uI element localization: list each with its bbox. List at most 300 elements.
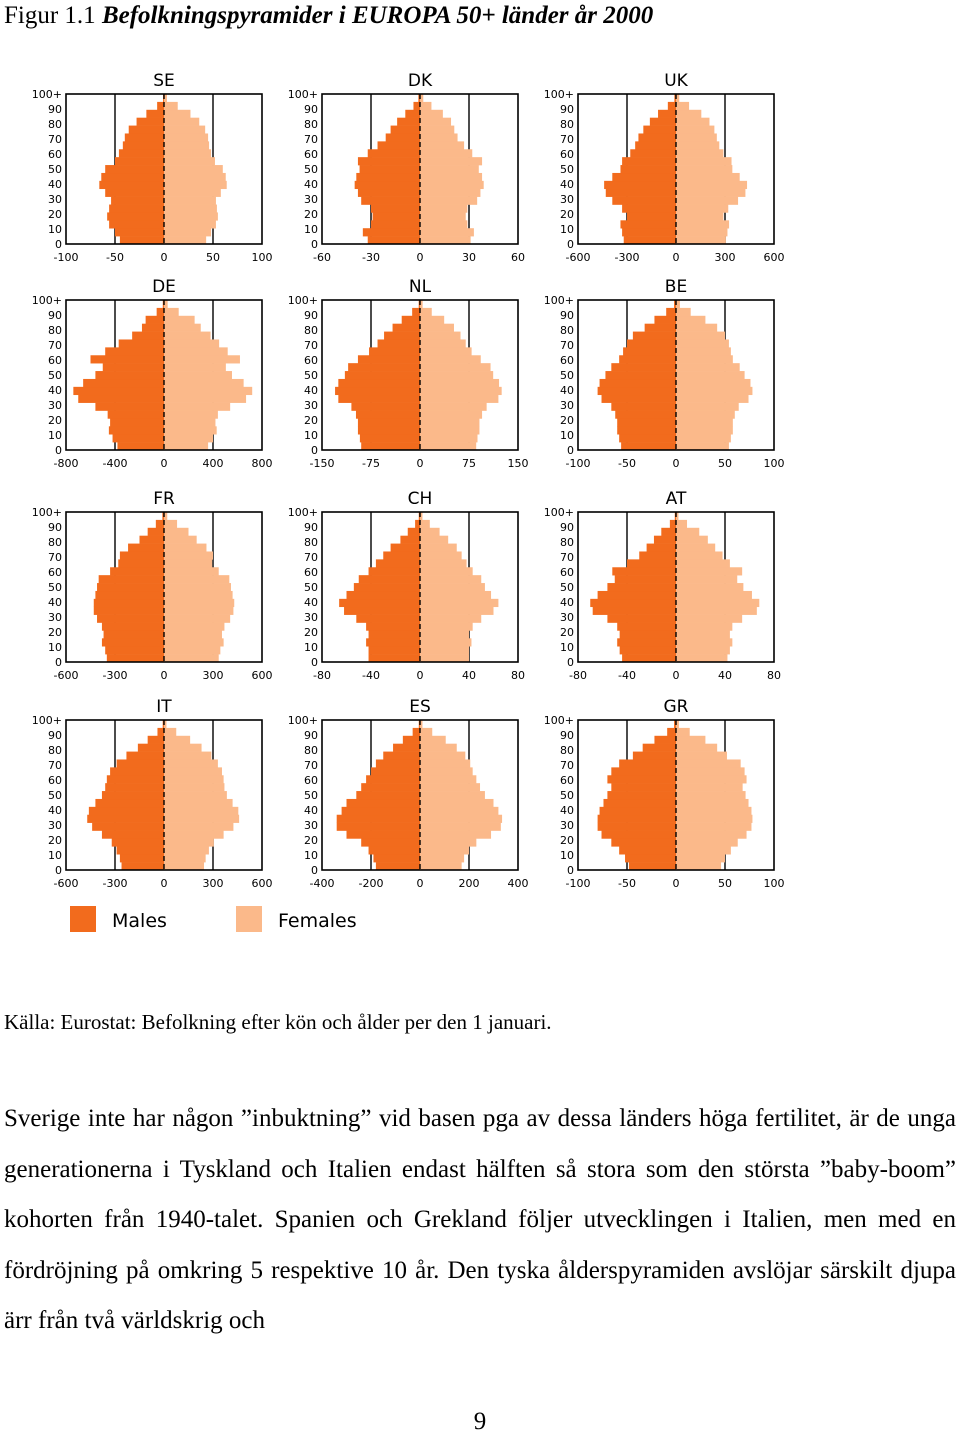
female-bar	[676, 567, 742, 575]
age-tick-label: 10	[560, 641, 574, 654]
female-bar	[676, 387, 752, 395]
age-tick-label: 30	[304, 819, 318, 832]
male-bars	[604, 94, 676, 244]
male-bar	[403, 736, 420, 744]
male-bar	[622, 157, 676, 165]
female-bar	[164, 646, 220, 654]
age-tick-label: 80	[304, 324, 318, 337]
age-tick-label: 0	[311, 656, 318, 669]
age-tick-label: 80	[48, 324, 62, 337]
female-bars	[420, 94, 484, 244]
female-bar	[164, 559, 212, 567]
x-tick-label: -400	[309, 877, 335, 890]
male-bar	[623, 347, 676, 355]
male-bar	[413, 728, 420, 736]
male-bars	[598, 720, 676, 870]
x-tick-label: 50	[718, 877, 732, 890]
female-bars	[676, 94, 747, 244]
female-bar	[420, 575, 481, 583]
female-bar	[676, 442, 729, 450]
age-tick-label: 40	[560, 178, 574, 191]
female-bar	[164, 379, 244, 387]
x-tick-label: -300	[102, 669, 128, 682]
pyramid-title: DE	[152, 277, 176, 297]
x-tick-labels	[54, 669, 273, 682]
female-bar	[676, 838, 738, 846]
female-bar	[164, 157, 215, 165]
age-tick-label: 20	[304, 414, 318, 427]
age-tick-label: 30	[48, 399, 62, 412]
female-bar	[420, 559, 467, 567]
female-bar	[164, 332, 211, 340]
pyramid-be	[544, 277, 785, 470]
female-bar	[676, 426, 733, 434]
male-bar	[107, 212, 164, 220]
male-bar	[622, 654, 676, 662]
female-bar	[164, 149, 211, 157]
male-bar	[658, 110, 676, 118]
female-bar	[164, 807, 238, 815]
age-tick-label: 10	[304, 223, 318, 236]
female-bar	[164, 654, 219, 662]
male-bar	[97, 615, 164, 623]
age-tick-label: 10	[560, 429, 574, 442]
female-bar	[420, 799, 494, 807]
female-bar	[420, 411, 482, 419]
male-bar	[117, 846, 164, 854]
male-bar	[633, 752, 676, 760]
male-bar	[360, 165, 420, 173]
age-tick-label: 40	[304, 596, 318, 609]
pyramid-title: SE	[153, 71, 175, 91]
male-bar	[369, 567, 420, 575]
age-tick-label: 20	[48, 208, 62, 221]
female-bar	[420, 308, 432, 316]
female-bar	[164, 520, 177, 528]
age-tick-label: 0	[55, 864, 62, 877]
female-bar	[164, 736, 190, 744]
male-bar	[607, 583, 676, 591]
age-tick-label: 60	[560, 354, 574, 367]
pyramid-title: DK	[407, 71, 433, 91]
pyramid-at	[544, 489, 781, 682]
female-bar	[420, 434, 477, 442]
female-bar	[676, 728, 690, 736]
female-bar	[420, 212, 466, 220]
age-tick-label: 30	[48, 193, 62, 206]
x-tick-label: 0	[416, 669, 424, 682]
x-tick-label: -100	[565, 877, 591, 890]
female-bar	[164, 411, 218, 419]
female-bar	[676, 575, 737, 583]
female-bar	[164, 567, 219, 575]
female-bar	[420, 220, 467, 228]
female-bar	[420, 371, 493, 379]
x-tick-labels	[313, 669, 525, 682]
male-bar	[368, 149, 420, 157]
female-bar	[164, 583, 231, 591]
page-number: 9	[473, 1408, 487, 1435]
female-bar	[164, 347, 228, 355]
female-bar	[164, 324, 201, 332]
female-bar	[420, 395, 498, 403]
male-bar	[622, 228, 676, 236]
female-bar	[164, 426, 217, 434]
female-bar	[420, 862, 462, 870]
age-tick-label: 0	[567, 444, 574, 457]
pyramid-it	[32, 697, 273, 890]
female-bar	[420, 752, 465, 760]
female-bar	[164, 371, 232, 379]
female-bar	[676, 846, 731, 854]
age-tick-labels	[288, 88, 318, 251]
x-tick-label: 100	[763, 457, 785, 470]
female-bar	[420, 141, 464, 149]
age-tick-label: 10	[48, 641, 62, 654]
male-bar	[112, 838, 164, 846]
x-tick-label: 80	[767, 669, 781, 682]
male-bar	[643, 126, 676, 134]
male-bar	[378, 141, 420, 149]
male-bar	[140, 536, 165, 544]
age-tick-label: 50	[304, 369, 318, 382]
male-bar	[356, 411, 420, 419]
female-bar	[676, 173, 740, 181]
female-bar	[164, 630, 222, 638]
female-bar	[676, 347, 731, 355]
x-tick-label: -100	[53, 251, 79, 264]
male-bar	[338, 395, 420, 403]
male-bar	[129, 126, 164, 134]
male-bar	[337, 815, 420, 823]
female-bar	[420, 418, 479, 426]
male-bar	[369, 846, 420, 854]
x-tick-label: -300	[102, 877, 128, 890]
x-tick-label: -800	[53, 457, 79, 470]
male-bar	[120, 551, 164, 559]
age-tick-label: 80	[48, 118, 62, 131]
male-bar	[92, 823, 164, 831]
male-bar	[668, 102, 676, 110]
female-bar	[676, 133, 717, 141]
x-tick-labels	[54, 457, 273, 470]
x-tick-labels	[54, 877, 273, 890]
male-bar	[630, 149, 676, 157]
age-tick-labels	[288, 714, 318, 877]
male-bar	[604, 181, 676, 189]
female-bar	[676, 395, 749, 403]
female-bar	[164, 799, 233, 807]
female-bar	[164, 236, 206, 244]
female-bar	[676, 528, 699, 536]
legend-label-males: Males	[112, 910, 167, 932]
male-bar	[391, 544, 420, 552]
age-tick-label: 90	[48, 729, 62, 742]
male-bar	[128, 544, 164, 552]
female-bar	[420, 355, 481, 363]
age-tick-label: 80	[560, 744, 574, 757]
male-bar	[393, 744, 420, 752]
age-tick-label: 10	[560, 223, 574, 236]
female-bar	[420, 236, 471, 244]
female-bar	[676, 118, 709, 126]
female-bar	[420, 646, 469, 654]
female-bar	[420, 838, 476, 846]
male-bar	[629, 862, 676, 870]
female-bar	[420, 728, 432, 736]
male-bar	[633, 332, 676, 340]
female-bar	[420, 189, 480, 197]
female-bar	[164, 744, 202, 752]
pyramid-se	[32, 71, 273, 264]
female-bar	[420, 744, 457, 752]
male-bar	[348, 363, 420, 371]
female-bar	[420, 165, 479, 173]
age-tick-label: 90	[48, 103, 62, 116]
female-bar	[420, 324, 454, 332]
male-bar	[102, 638, 164, 646]
male-bar	[358, 157, 420, 165]
pyramid-es	[288, 697, 529, 890]
female-bar	[164, 212, 218, 220]
male-bar	[107, 654, 164, 662]
female-bar	[676, 189, 745, 197]
age-tick-label: 20	[304, 834, 318, 847]
pyramid-title: NL	[408, 277, 432, 297]
female-bar	[676, 791, 746, 799]
female-bar	[676, 157, 732, 165]
age-tick-label: 50	[48, 789, 62, 802]
male-bar	[339, 599, 420, 607]
x-tick-label: -30	[362, 251, 380, 264]
male-bar	[647, 544, 676, 552]
female-bar	[164, 767, 222, 775]
male-bars	[94, 512, 164, 662]
age-tick-label: 90	[560, 521, 574, 534]
female-bar	[420, 442, 476, 450]
legend-swatch-females	[236, 906, 262, 932]
figure-title: Befolkningspyramider i EUROPA 50+ länder år 2000	[101, 2, 654, 29]
male-bar	[612, 173, 676, 181]
male-bar	[361, 442, 420, 450]
female-bar	[164, 591, 233, 599]
x-tick-label: 50	[206, 251, 220, 264]
male-bar	[117, 759, 164, 767]
female-bar	[420, 654, 469, 662]
female-bar	[164, 838, 214, 846]
male-bar	[110, 767, 164, 775]
male-bar	[624, 236, 676, 244]
age-tick-label: 90	[48, 309, 62, 322]
female-bar	[420, 607, 494, 615]
male-bar	[620, 646, 676, 654]
male-bar	[73, 387, 164, 395]
x-tick-label: -200	[358, 877, 384, 890]
female-bars	[420, 300, 502, 450]
male-bar	[611, 767, 676, 775]
x-tick-label: 0	[416, 877, 424, 890]
figure-caption	[4, 2, 653, 30]
age-tick-label: 40	[560, 384, 574, 397]
age-tick-label: 40	[48, 384, 62, 397]
female-bar	[164, 126, 205, 134]
female-bar	[676, 197, 738, 205]
pyramid-fr	[32, 489, 273, 682]
male-bar	[94, 607, 164, 615]
x-tick-label: -60	[313, 251, 331, 264]
legend-label-females: Females	[278, 910, 357, 932]
female-bar	[164, 395, 246, 403]
female-bar	[420, 823, 501, 831]
female-bar	[420, 118, 451, 126]
age-tick-label: 60	[304, 566, 318, 579]
male-bar	[617, 623, 676, 631]
age-tick-label: 70	[48, 339, 62, 352]
female-bar	[164, 418, 215, 426]
female-bars	[676, 512, 759, 662]
female-bar	[676, 308, 691, 316]
male-bar	[605, 371, 676, 379]
age-tick-label: 60	[304, 148, 318, 161]
age-tick-label: 90	[560, 729, 574, 742]
male-bar	[122, 862, 164, 870]
male-bar	[102, 623, 164, 631]
male-bar	[373, 854, 420, 862]
male-bar	[132, 332, 164, 340]
x-tick-label: 60	[511, 251, 525, 264]
age-tick-label: 50	[560, 163, 574, 176]
male-bar	[373, 212, 420, 220]
female-bars	[164, 300, 252, 450]
x-tick-label: 75	[462, 457, 476, 470]
female-bar	[164, 181, 227, 189]
female-bar	[676, 583, 743, 591]
female-bar	[676, 638, 732, 646]
female-bar	[420, 379, 499, 387]
female-bar	[676, 141, 719, 149]
age-tick-label: 10	[560, 849, 574, 862]
age-tick-label: 70	[560, 759, 574, 772]
female-bar	[420, 197, 477, 205]
female-bar	[420, 591, 491, 599]
male-bar	[157, 102, 164, 110]
female-bar	[164, 536, 197, 544]
male-bar	[146, 316, 164, 324]
x-tick-label: 300	[202, 877, 224, 890]
male-bar	[111, 197, 164, 205]
male-bar	[590, 599, 676, 607]
female-bar	[420, 551, 462, 559]
age-tick-label: 60	[48, 566, 62, 579]
pyramid-uk	[544, 71, 785, 264]
age-tick-label: 0	[567, 864, 574, 877]
male-bars	[598, 300, 676, 450]
female-bar	[164, 442, 208, 450]
female-bar	[164, 355, 240, 363]
female-bar	[420, 783, 480, 791]
female-bar	[676, 165, 732, 173]
age-tick-label: 100+	[287, 294, 318, 307]
male-bar	[603, 799, 676, 807]
pyramid-title: IT	[156, 697, 172, 717]
age-tick-label: 70	[304, 759, 318, 772]
age-tick-label: 20	[304, 626, 318, 639]
male-bar	[148, 736, 164, 744]
x-tick-label: 300	[202, 669, 224, 682]
male-bar	[625, 854, 676, 862]
female-bar	[420, 316, 444, 324]
female-bar	[676, 767, 745, 775]
male-bar	[602, 395, 676, 403]
age-tick-labels	[288, 506, 318, 669]
female-bar	[164, 165, 223, 173]
age-tick-label: 90	[48, 521, 62, 534]
x-tick-label: 100	[763, 877, 785, 890]
male-bar	[371, 767, 420, 775]
female-bar	[420, 831, 491, 839]
male-bar	[620, 630, 676, 638]
x-tick-label: -40	[362, 669, 380, 682]
female-bar	[676, 434, 731, 442]
female-bar	[420, 736, 446, 744]
legend-swatch-males	[70, 906, 96, 932]
x-tick-label: 80	[511, 669, 525, 682]
male-bar	[356, 173, 420, 181]
male-bar	[109, 426, 164, 434]
male-bar	[612, 567, 676, 575]
age-tick-label: 10	[48, 849, 62, 862]
female-bar	[164, 544, 206, 552]
female-bar	[676, 418, 733, 426]
female-bar	[676, 355, 733, 363]
male-bar	[107, 775, 164, 783]
x-tick-label: -75	[362, 457, 380, 470]
age-tick-labels	[32, 714, 62, 877]
pyramid-title: UK	[664, 71, 688, 91]
male-bar	[386, 133, 420, 141]
female-bar	[164, 403, 230, 411]
male-bar	[95, 799, 164, 807]
male-bar	[598, 823, 676, 831]
male-bar	[369, 347, 420, 355]
male-bar	[148, 528, 164, 536]
male-bar	[366, 623, 420, 631]
age-tick-label: 10	[304, 849, 318, 862]
male-bar	[95, 403, 164, 411]
female-bar	[164, 141, 209, 149]
male-bar	[371, 220, 420, 228]
x-tick-label: 400	[202, 457, 224, 470]
age-tick-label: 60	[48, 774, 62, 787]
male-bar	[361, 783, 420, 791]
female-bar	[420, 791, 485, 799]
female-bar	[164, 638, 224, 646]
male-bar	[615, 575, 676, 583]
female-bar	[164, 205, 217, 213]
female-bar	[164, 133, 208, 141]
female-bar	[164, 783, 224, 791]
age-tick-label: 40	[304, 804, 318, 817]
x-tick-label: 200	[458, 877, 480, 890]
male-bar	[118, 559, 164, 567]
age-tick-label: 70	[560, 133, 574, 146]
age-tick-label: 40	[304, 384, 318, 397]
age-tick-label: 100+	[543, 714, 574, 727]
age-tick-label: 20	[304, 208, 318, 221]
age-tick-label: 20	[48, 626, 62, 639]
male-bar	[369, 630, 420, 638]
age-tick-labels	[544, 714, 574, 877]
